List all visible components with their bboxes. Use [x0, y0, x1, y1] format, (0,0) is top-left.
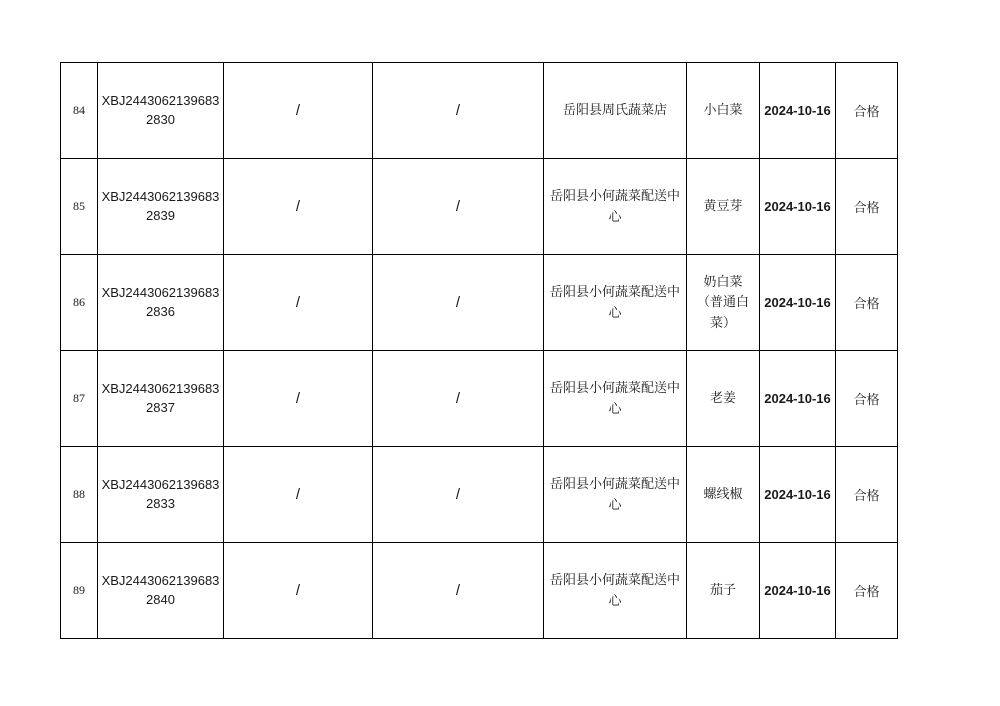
row-number: 88 — [61, 447, 98, 543]
field-3-slash: / — [224, 63, 373, 159]
row-number: 86 — [61, 255, 98, 351]
table-row — [61, 351, 898, 447]
sample-date: 2024-10-16 — [760, 255, 836, 351]
field-4-slash: / — [373, 543, 544, 639]
sample-date: 2024-10-16 — [760, 159, 836, 255]
inspection-result: 合格 — [836, 447, 898, 543]
sampled-unit-name: 岳阳县小何蔬菜配送中心 — [544, 159, 687, 255]
sample-code: XBJ24430621396832840 — [98, 543, 224, 639]
table-row — [61, 255, 898, 351]
sample-date: 2024-10-16 — [760, 63, 836, 159]
sample-date: 2024-10-16 — [760, 447, 836, 543]
product-name: 老姜 — [687, 351, 760, 447]
table-row — [61, 63, 898, 159]
sample-code: XBJ24430621396832833 — [98, 447, 224, 543]
field-3-slash: / — [224, 543, 373, 639]
inspection-results-table — [60, 62, 898, 639]
inspection-result: 合格 — [836, 255, 898, 351]
inspection-result: 合格 — [836, 63, 898, 159]
inspection-result: 合格 — [836, 159, 898, 255]
sampled-unit-name: 岳阳县小何蔬菜配送中心 — [544, 351, 687, 447]
row-number: 85 — [61, 159, 98, 255]
product-name: 奶白菜（普通白菜） — [687, 255, 760, 351]
row-number: 84 — [61, 63, 98, 159]
product-name: 小白菜 — [687, 63, 760, 159]
product-name: 黄豆芽 — [687, 159, 760, 255]
product-name: 螺线椒 — [687, 447, 760, 543]
table-row — [61, 543, 898, 639]
sampled-unit-name: 岳阳县小何蔬菜配送中心 — [544, 447, 687, 543]
sample-code: XBJ24430621396832837 — [98, 351, 224, 447]
row-number: 87 — [61, 351, 98, 447]
field-4-slash: / — [373, 447, 544, 543]
sample-date: 2024-10-16 — [760, 351, 836, 447]
inspection-result: 合格 — [836, 543, 898, 639]
sample-code: XBJ24430621396832836 — [98, 255, 224, 351]
field-4-slash: / — [373, 159, 544, 255]
table-body — [61, 63, 898, 639]
sample-date: 2024-10-16 — [760, 543, 836, 639]
sampled-unit-name: 岳阳县小何蔬菜配送中心 — [544, 255, 687, 351]
product-name: 茄子 — [687, 543, 760, 639]
sampled-unit-name: 岳阳县周氏蔬菜店 — [544, 63, 687, 159]
inspection-result: 合格 — [836, 351, 898, 447]
row-number: 89 — [61, 543, 98, 639]
table-row — [61, 447, 898, 543]
field-3-slash: / — [224, 447, 373, 543]
sampled-unit-name: 岳阳县小何蔬菜配送中心 — [544, 543, 687, 639]
table-row — [61, 159, 898, 255]
field-4-slash: / — [373, 351, 544, 447]
field-4-slash: / — [373, 63, 544, 159]
sample-code: XBJ24430621396832830 — [98, 63, 224, 159]
field-3-slash: / — [224, 159, 373, 255]
field-3-slash: / — [224, 255, 373, 351]
field-4-slash: / — [373, 255, 544, 351]
field-3-slash: / — [224, 351, 373, 447]
sample-code: XBJ24430621396832839 — [98, 159, 224, 255]
